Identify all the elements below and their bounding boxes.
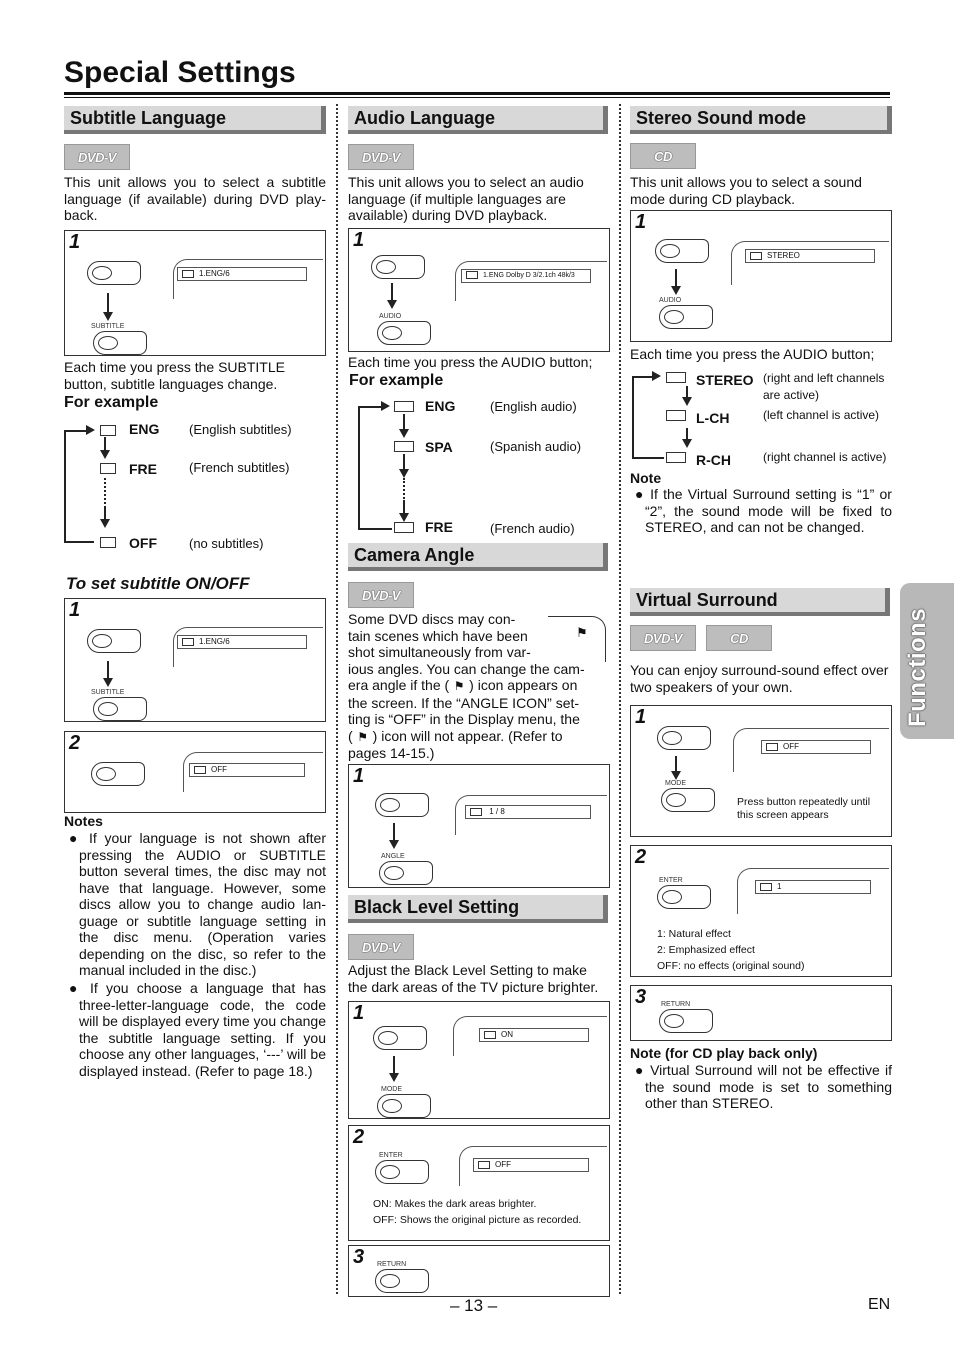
return-button-hand-icon[interactable] bbox=[659, 1009, 713, 1033]
audio-intro: This unit allows you to select an audio language (if multiple languages are available) during DVD playback. bbox=[348, 174, 584, 223]
angle-button-hand-icon[interactable] bbox=[379, 861, 433, 885]
mode-desc: (left channel is active) bbox=[763, 408, 880, 422]
return-button-hand-icon[interactable] bbox=[375, 1269, 429, 1293]
osd-display: ON bbox=[479, 1028, 589, 1042]
subtitle-icon bbox=[100, 425, 116, 436]
language-code: EN bbox=[868, 1296, 891, 1313]
enter-button-hand-icon[interactable] bbox=[657, 885, 711, 909]
virtual-options: 1: Natural effect 2: Emphasized effect OFF: no effects (original sound) bbox=[657, 928, 805, 972]
surround-icon bbox=[766, 743, 778, 751]
arrow-down-icon bbox=[393, 823, 395, 843]
notes-title: Notes bbox=[64, 813, 103, 829]
stereo-after: Each time you press the AUDIO button; bbox=[630, 346, 875, 362]
subtitle-header: Subtitle Language bbox=[64, 106, 326, 134]
camera-header: Camera Angle bbox=[348, 543, 608, 571]
play-button-hand-icon[interactable] bbox=[87, 261, 141, 285]
subtitle-example-list bbox=[64, 420, 326, 560]
stereo-intro: This unit allows you to select a sound mode during CD playback. bbox=[630, 174, 862, 207]
osd-display: 1.ENG/6 bbox=[177, 267, 307, 281]
for-example-heading: For example bbox=[349, 372, 444, 389]
osd-display: STEREO bbox=[745, 249, 875, 263]
virtual-hint: Press button repeatedly until this screen appears bbox=[737, 796, 871, 821]
arrow-right-icon bbox=[652, 371, 661, 381]
step-number: 1 bbox=[635, 211, 647, 233]
mode-code: L-CH bbox=[696, 410, 730, 426]
subtitle-icon bbox=[100, 537, 116, 548]
example-desc: (French subtitles) bbox=[189, 460, 290, 475]
audio-icon bbox=[666, 372, 686, 383]
example-desc: (no subtitles) bbox=[189, 536, 264, 551]
play-button-hand-icon[interactable] bbox=[87, 629, 141, 653]
play-button-hand-icon[interactable] bbox=[373, 1026, 427, 1050]
subtitle-icon bbox=[194, 766, 206, 774]
arrow-down-icon bbox=[403, 502, 405, 516]
loop-line bbox=[358, 528, 392, 530]
subtitle-intro: This unit allows you to select a subtitle language (if available) during DVD play-back. bbox=[64, 174, 326, 223]
virtual-step-2 bbox=[630, 845, 892, 977]
camera-step-1 bbox=[348, 764, 610, 888]
loop-line bbox=[632, 376, 634, 458]
step-number: 2 bbox=[69, 732, 81, 754]
stereo-note: ● If the Virtual Surround setting is “1” or “2”, the sound mode will be fixed to STEREO, and can not be changed. bbox=[635, 486, 892, 535]
example-code: FRE bbox=[129, 461, 157, 477]
black-intro: Adjust the Black Level Setting to make the dark areas of the TV picture brighter. bbox=[348, 962, 599, 995]
tv-screen bbox=[731, 241, 889, 285]
arrow-down-icon bbox=[403, 454, 405, 472]
black-level-icon bbox=[478, 1161, 490, 1169]
step-number: 1 bbox=[635, 706, 647, 728]
arrow-down-icon bbox=[403, 414, 405, 432]
angle-icon bbox=[470, 808, 482, 816]
mode-code: R-CH bbox=[696, 452, 731, 468]
step-number: 3 bbox=[353, 1246, 365, 1268]
example-desc: (Spanish audio) bbox=[490, 439, 582, 454]
virtual-intro: You can enjoy surround-sound effect over two speakers of your own. bbox=[630, 662, 889, 695]
virtual-note-title: Note (for CD play back only) bbox=[630, 1045, 818, 1061]
example-code: SPA bbox=[425, 439, 453, 455]
step-number: 1 bbox=[353, 765, 365, 787]
subtitle-button-hand-icon[interactable] bbox=[93, 331, 147, 355]
return-button-label: RETURN bbox=[661, 1001, 691, 1008]
arrow-down-icon bbox=[104, 508, 106, 522]
onoff-step-1 bbox=[64, 598, 326, 722]
mode-button-hand-icon[interactable] bbox=[377, 1094, 431, 1118]
osd-display: 1.ENG Dolby D 3/2.1ch 48k/3 bbox=[461, 269, 591, 283]
onoff-title: To set subtitle ON/OFF bbox=[66, 574, 250, 593]
example-code: ENG bbox=[425, 398, 456, 414]
step-number: 3 bbox=[635, 986, 647, 1008]
subtitle-button-label: SUBTITLE bbox=[91, 323, 125, 330]
step-number: 1 bbox=[353, 229, 365, 251]
play-button-hand-icon[interactable] bbox=[657, 726, 711, 750]
mode-desc: (right channel is active) bbox=[763, 450, 887, 464]
arrow-down-icon bbox=[675, 756, 677, 774]
arrow-down-icon bbox=[393, 1056, 395, 1076]
play-button-hand-icon[interactable] bbox=[91, 762, 145, 786]
angle-button-label: ANGLE bbox=[381, 853, 405, 860]
camera-icon: ⚑ bbox=[453, 679, 465, 693]
functions-tab: Functions bbox=[900, 583, 954, 739]
audio-header: Audio Language bbox=[348, 106, 608, 134]
audio-icon bbox=[666, 410, 686, 421]
example-desc: (English audio) bbox=[490, 399, 577, 414]
cd-logo-icon: CD bbox=[706, 625, 772, 651]
note-item: ● If you choose a language that has three-letter-language code, the code will be displayed every time you change the subtitle language setting. If you choose any other languages, ‘---’ will be displayed instead. (Refer to page 18.) bbox=[69, 980, 326, 1079]
onoff-step-2 bbox=[64, 731, 326, 813]
loop-line bbox=[632, 457, 664, 459]
osd-display: 1.ENG/6 bbox=[177, 635, 307, 649]
audio-icon bbox=[666, 452, 686, 463]
black-on-desc: ON: Makes the dark areas brighter. bbox=[373, 1198, 537, 1210]
audio-icon bbox=[750, 252, 762, 260]
mode-button-label: MODE bbox=[381, 1086, 402, 1093]
audio-icon bbox=[394, 522, 414, 533]
audio-icon bbox=[466, 271, 478, 279]
stereo-mode-list bbox=[630, 368, 892, 468]
example-code: ENG bbox=[129, 421, 160, 437]
black-level-icon bbox=[484, 1031, 496, 1039]
camera-icon: ⚑ bbox=[576, 625, 588, 640]
black-step-2 bbox=[348, 1125, 610, 1241]
dvd-logo-icon: DVD-V bbox=[348, 144, 414, 170]
virtual-header: Virtual Surround bbox=[630, 588, 890, 616]
play-button-hand-icon[interactable] bbox=[655, 239, 709, 263]
subtitle-icon bbox=[182, 270, 194, 278]
example-code: OFF bbox=[129, 535, 157, 551]
enter-button-label: ENTER bbox=[379, 1152, 403, 1159]
for-example-heading: For example bbox=[64, 394, 159, 411]
dotted-line bbox=[403, 478, 405, 502]
cd-logo-icon: CD bbox=[630, 143, 696, 169]
play-button-hand-icon[interactable] bbox=[371, 255, 425, 279]
arrow-down-icon bbox=[104, 437, 106, 453]
enter-button-hand-icon[interactable] bbox=[375, 1160, 429, 1184]
step-number: 2 bbox=[353, 1126, 365, 1148]
arrow-down-icon bbox=[107, 661, 109, 681]
osd-display: 1 / 8 bbox=[465, 805, 591, 819]
step-number: 1 bbox=[69, 231, 81, 253]
black-level-header: Black Level Setting bbox=[348, 895, 608, 923]
dvd-logo-icon: DVD-V bbox=[348, 582, 414, 608]
step-number: 1 bbox=[69, 599, 81, 621]
dvd-logo-icon: DVD-V bbox=[64, 144, 130, 170]
example-desc: (English subtitles) bbox=[189, 422, 292, 437]
osd-display: 1 bbox=[755, 880, 871, 894]
mode-button-label: MODE bbox=[665, 780, 686, 787]
stereo-step-1 bbox=[630, 210, 892, 342]
osd-display: OFF bbox=[473, 1158, 589, 1172]
surround-icon bbox=[760, 883, 772, 891]
example-code: FRE bbox=[425, 519, 453, 535]
step-number: 1 bbox=[353, 1002, 365, 1024]
subtitle-step-1 bbox=[64, 230, 326, 356]
subtitle-button-hand-icon[interactable] bbox=[93, 697, 147, 721]
audio-after: Each time you press the AUDIO button; bbox=[348, 354, 593, 370]
virtual-note: ● Virtual Surround will not be effective if the sound mode is set to something other than STEREO. bbox=[635, 1062, 892, 1111]
black-step-1 bbox=[348, 1001, 610, 1119]
return-button-label: RETURN bbox=[377, 1261, 407, 1268]
arrow-right-icon bbox=[381, 401, 390, 411]
loop-line bbox=[358, 406, 360, 529]
page-number: – 13 – bbox=[450, 1296, 498, 1315]
mode-button-hand-icon[interactable] bbox=[661, 788, 715, 812]
stereo-header: Stereo Sound mode bbox=[630, 106, 892, 134]
loop-line bbox=[632, 376, 654, 378]
loop-line bbox=[64, 541, 94, 543]
audio-example-list bbox=[348, 398, 610, 538]
osd-display: OFF bbox=[761, 740, 871, 754]
example-desc: (French audio) bbox=[490, 521, 575, 536]
column-divider bbox=[336, 104, 338, 1294]
osd-display: OFF bbox=[189, 763, 305, 777]
mode-code: STEREO bbox=[696, 372, 754, 388]
loop-line bbox=[64, 430, 66, 542]
title-rule bbox=[64, 92, 890, 95]
arrow-down-icon bbox=[686, 386, 688, 400]
title-rule-thin bbox=[64, 97, 890, 98]
arrow-down-icon bbox=[675, 269, 677, 289]
mode-desc: (right and left channels are active) bbox=[763, 371, 885, 402]
audio-icon bbox=[394, 401, 414, 412]
virtual-step-1 bbox=[630, 705, 892, 837]
audio-icon bbox=[394, 441, 414, 452]
play-button-hand-icon[interactable] bbox=[375, 793, 429, 817]
dvd-logo-icon: DVD-V bbox=[630, 625, 696, 651]
page-title: Special Settings bbox=[64, 56, 296, 89]
audio-button-hand-icon[interactable] bbox=[659, 305, 713, 329]
dvd-logo-icon: DVD-V bbox=[348, 934, 414, 960]
subtitle-button-label: SUBTITLE bbox=[91, 689, 125, 696]
subtitle-after: Each time you press the SUBTITLE button, subtitle languages change. bbox=[64, 359, 285, 392]
camera-text: Some DVD discs may con- tain scenes which have been shot simultaneously from var- ious angles. You can change the cam- era angle if the ( ⚑ ) icon appears on the screen. If the “ANGLE ICON” set- ting is “OFF” in the Display menu, the ( ⚑ ) icon will not appear. (Refer to pages 14-15.) bbox=[348, 611, 585, 761]
audio-step-1 bbox=[348, 228, 610, 352]
enter-button-label: ENTER bbox=[659, 877, 683, 884]
black-step-3 bbox=[348, 1245, 610, 1297]
stereo-note-title: Note bbox=[630, 470, 662, 486]
note-item: ● If your language is not shown after pressing the AUDIO or SUBTITLE button several times, the disc may not have that language. However, some discs allow you to change audio lan-guage or subtitle language setting in the disc menu. (Operation varies depending on the disc, so refer to the manual included in the disc.) bbox=[69, 830, 326, 978]
arrow-down-icon bbox=[391, 283, 393, 303]
subtitle-icon bbox=[100, 463, 116, 474]
audio-button-label: AUDIO bbox=[379, 313, 402, 320]
dotted-line bbox=[104, 478, 106, 508]
camera-icon: ⚑ bbox=[357, 729, 369, 744]
step-number: 2 bbox=[635, 846, 647, 868]
black-off-desc: OFF: Shows the original picture as recorded. bbox=[373, 1214, 582, 1226]
subtitle-icon bbox=[182, 638, 194, 646]
audio-button-hand-icon[interactable] bbox=[377, 321, 431, 345]
virtual-step-3 bbox=[630, 985, 892, 1041]
column-divider bbox=[619, 104, 621, 1294]
arrow-right-icon bbox=[86, 425, 95, 435]
arrow-down-icon bbox=[686, 428, 688, 442]
arrow-down-icon bbox=[107, 293, 109, 315]
audio-button-label: AUDIO bbox=[659, 297, 682, 304]
